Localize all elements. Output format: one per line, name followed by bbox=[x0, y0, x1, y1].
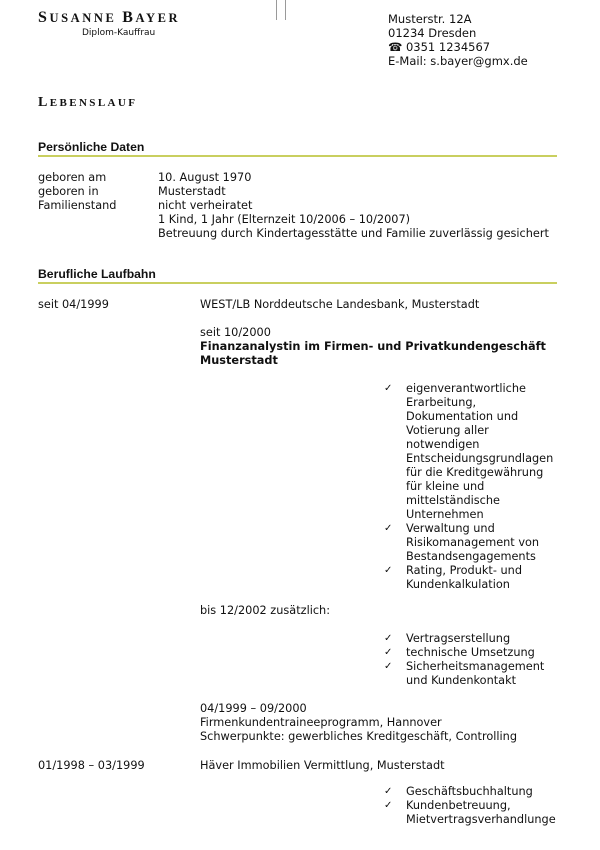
phone-line bbox=[388, 40, 528, 54]
value-children: 1 Kind, 1 Jahr (Elternzeit 10/2006 – 10/2007) bbox=[158, 213, 411, 226]
job1-date: seit 04/1999 bbox=[38, 298, 109, 311]
contact-block bbox=[388, 12, 528, 68]
checkmark-icon: ✓ bbox=[384, 523, 393, 534]
phone-icon: ☎ bbox=[388, 40, 403, 54]
value-childcare: Betreuung durch Kindertagesstätte und Familie zuverlässig gesichert bbox=[158, 227, 549, 240]
checkmark-icon: ✓ bbox=[384, 633, 393, 644]
personal-values bbox=[158, 171, 549, 241]
label-birth-place: geboren in bbox=[38, 185, 99, 198]
list-item: ✓ Kundenbetreuung, Mietvertragsverhandlunge bbox=[384, 799, 556, 826]
job1-trainee-focus: Schwerpunkte: gewerbliches Kreditgeschäft, Controlling bbox=[200, 730, 518, 743]
list-item: ✓ Rating, Produkt- und Kundenkalkulation bbox=[384, 564, 522, 591]
value-marital-status: nicht verheiratet bbox=[158, 199, 253, 212]
job1-position-location: Musterstadt bbox=[200, 354, 278, 367]
list-item: ✓ Sicherheitsmanagement und Kundenkontakt bbox=[384, 660, 545, 687]
section-heading-personal: Persönliche Daten bbox=[38, 140, 145, 154]
list-item: ✓ eigenverantwortliche Erarbeitung, Dokumentation und Votierung aller notwendigen Entscheidungsgrundlagen für die Kreditgewährung für kleine und mittelständische Unternehmen bbox=[384, 382, 554, 521]
phone-number: 0351 1234567 bbox=[405, 40, 491, 54]
list-item: ✓ Verwaltung und Risikomanagement von Bestandsengagements bbox=[384, 522, 540, 563]
job2-employer: Häver Immobilien Vermittlung, Musterstadt bbox=[200, 759, 445, 772]
checkmark-icon: ✓ bbox=[384, 800, 393, 811]
checkmark-icon: ✓ bbox=[384, 565, 393, 576]
checkmark-icon: ✓ bbox=[384, 647, 393, 658]
label-birth-date: geboren am bbox=[38, 171, 107, 184]
checkmark-icon: ✓ bbox=[384, 786, 393, 797]
applicant-title: Diplom-Kauffrau bbox=[82, 28, 156, 38]
section-rule-personal bbox=[38, 155, 557, 157]
job2-date: 01/1998 – 03/1999 bbox=[38, 759, 145, 772]
section-heading-career: Berufliche Laufbahn bbox=[38, 267, 156, 281]
top-divider-left bbox=[276, 0, 277, 20]
list-item: ✓ Vertragserstellung bbox=[384, 632, 511, 645]
job2-task-list bbox=[384, 785, 559, 827]
job1-position-date: seit 10/2000 bbox=[200, 326, 271, 339]
label-marital-status: Familienstand bbox=[38, 199, 117, 212]
applicant-name: SUSANNE BAYER bbox=[38, 9, 181, 26]
job1-additional-task-list bbox=[384, 632, 559, 688]
list-item: ✓ Geschäftsbuchhaltung bbox=[384, 785, 533, 798]
document-title: LEBENSLAUF bbox=[38, 95, 138, 110]
job1-employer: WEST/LB Norddeutsche Landesbank, Musterstadt bbox=[200, 298, 480, 311]
job1-trainee-date: 04/1999 – 09/2000 bbox=[200, 702, 307, 715]
job1-additional-label: bis 12/2002 zusätzlich: bbox=[200, 604, 331, 617]
list-item: ✓ technische Umsetzung bbox=[384, 646, 535, 659]
personal-labels bbox=[38, 171, 116, 213]
value-birth-place: Musterstadt bbox=[158, 185, 226, 198]
address-city: 01234 Dresden bbox=[388, 26, 477, 40]
job1-trainee bbox=[200, 702, 517, 744]
address-street: Musterstr. 12A bbox=[388, 12, 472, 26]
job1-position bbox=[200, 326, 546, 368]
section-rule-career bbox=[38, 282, 557, 284]
email-line: E-Mail: s.bayer@gmx.de bbox=[388, 54, 528, 68]
value-birth-date: 10. August 1970 bbox=[158, 171, 252, 184]
checkmark-icon: ✓ bbox=[384, 383, 393, 394]
job1-trainee-program: Firmenkundentraineeprogramm, Hannover bbox=[200, 716, 442, 729]
checkmark-icon: ✓ bbox=[384, 661, 393, 672]
job1-position-title: Finanzanalystin im Firmen- und Privatkundengeschäft bbox=[200, 340, 546, 353]
job1-task-list bbox=[384, 382, 559, 592]
top-divider-right bbox=[285, 0, 286, 20]
